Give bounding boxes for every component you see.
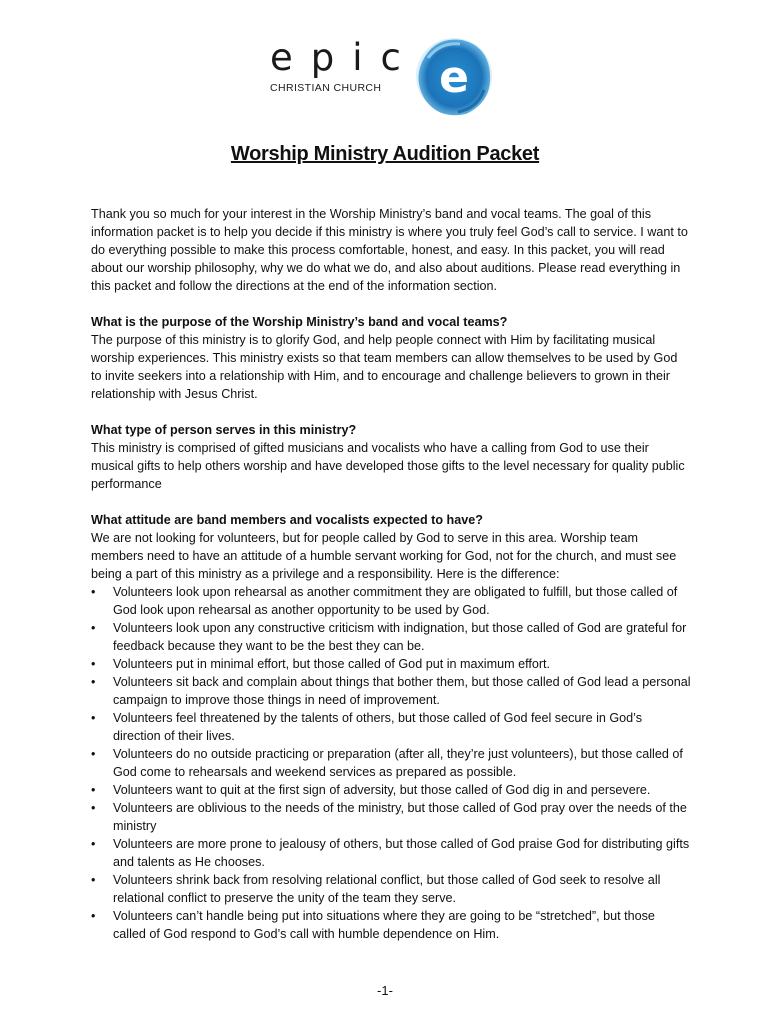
bullet-glyph: • — [91, 873, 96, 887]
list-item: • Volunteers look upon rehearsal as another commitment they are obligated to fulfill, but those called of God look upon rehearsal as another opportunity to be used by God. — [91, 585, 678, 617]
bullet-glyph: • — [91, 711, 96, 725]
bullet-glyph: • — [91, 621, 96, 635]
section-heading-purpose: What is the purpose of the Worship Ministry’s band and vocal teams? — [91, 315, 508, 329]
document-body — [91, 205, 691, 943]
list-item: • Volunteers sit back and complain about things that bother them, but those called of God lead a personal campaign to improve those things in need of improvement. — [91, 675, 691, 707]
list-item: • Volunteers look upon any constructive criticism with indignation, but those called of God are grateful for feedback because they want to be the best they can be. — [91, 621, 687, 653]
logo-wordmark: epic — [270, 36, 419, 79]
section-heading-attitude: What attitude are band members and vocalists expected to have? — [91, 513, 483, 527]
bullet-glyph: • — [91, 657, 96, 671]
bullet-glyph: • — [91, 747, 96, 761]
logo-emblem-icon — [414, 32, 494, 120]
section-body-attitude: We are not looking for volunteers, but for people called by God to serve in this area. Worship team members need to have an attitude of a humble servant working for God, not for the church, and must see being a part of this ministry as a privilege and a responsibility. Here is the difference: — [91, 531, 677, 581]
bullet-glyph: • — [91, 801, 96, 815]
list-item: • Volunteers want to quit at the first sign of adversity, but those called of God dig in and persevere. — [91, 783, 651, 797]
list-item: • Volunteers do no outside practicing or preparation (after all, they’re just volunteers), but those called of God come to rehearsals and weekend services as prepared as possible. — [91, 747, 683, 779]
section-heading-person-type: What type of person serves in this ministry? — [91, 423, 357, 437]
logo-subtitle: CHRISTIAN CHURCH — [270, 82, 382, 94]
bullet-glyph: • — [91, 783, 96, 797]
list-item: • Volunteers put in minimal effort, but those called of God put in maximum effort. — [91, 657, 551, 671]
list-item: • Volunteers are more prone to jealousy of others, but those called of God praise God for distributing gifts and talents as He chooses. — [91, 837, 690, 869]
bullet-glyph: • — [91, 909, 96, 923]
bullet-glyph: • — [91, 675, 96, 689]
list-item: • Volunteers shrink back from resolving relational conflict, but those called of God seek to resolve all relational conflict to preserve the unity of the team they serve. — [91, 873, 661, 905]
section-body-purpose: The purpose of this ministry is to glorify God, and help people connect with Him by facilitating musical worship experiences. This ministry exists so that team members can allow themselves to be used by God to invite seekers into a relationship with Him, and to encourage and challenge believers to grown in their relationship with Jesus Christ. — [91, 333, 678, 401]
intro-paragraph: Thank you so much for your interest in the Worship Ministry’s band and vocal teams. The goal of this information packet is to help you decide if this ministry is where you truly feel God’s call to service. I want to do everything possible to make this process comfortable, honest, and easy. In this packet, you will read about our worship philosophy, why we do what we do, and also about auditions. Please read everything in this packet and follow the directions at the end of the information section. — [91, 207, 688, 293]
bullet-glyph: • — [91, 837, 96, 851]
church-logo — [268, 36, 498, 126]
list-item: • Volunteers can’t handle being put into situations where they are going to be “stretched”, but those called of God respond to God’s call with humble dependence on Him. — [91, 909, 655, 941]
document-title: Worship Ministry Audition Packet — [230, 143, 540, 165]
page-number: -1- — [377, 983, 393, 998]
logo-mark-letter: e — [439, 52, 469, 103]
list-item: • Volunteers are oblivious to the needs of the ministry, but those called of God pray over the needs of the ministry — [91, 801, 687, 833]
bullet-glyph: • — [91, 585, 96, 599]
difference-list — [91, 583, 691, 943]
section-body-person-type: This ministry is comprised of gifted musicians and vocalists who have a calling from God to use their musical gifts to help others worship and have developed those gifts to the level necessary for quality public performance — [91, 441, 685, 491]
list-item: • Volunteers feel threatened by the talents of others, but those called of God feel secure in God’s direction of their lives. — [91, 711, 643, 743]
